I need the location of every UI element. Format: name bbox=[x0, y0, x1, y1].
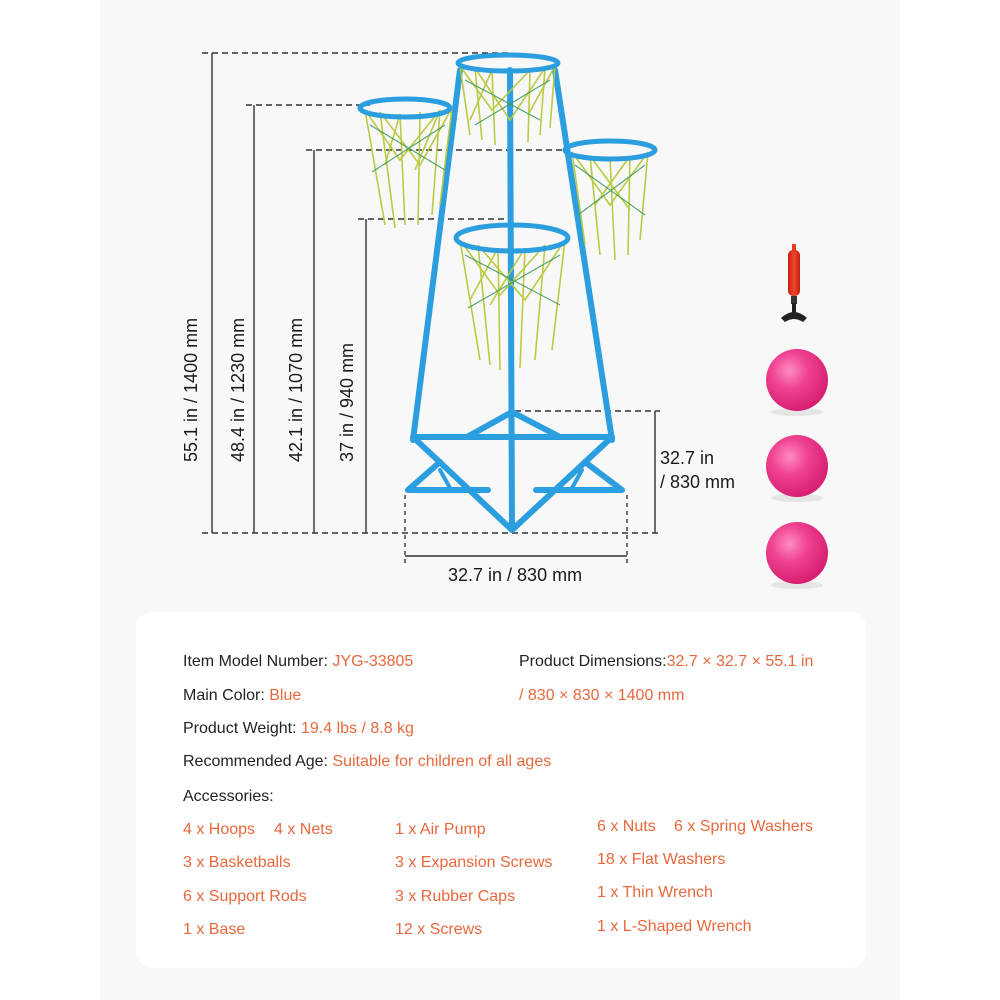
accessory-item: 3 x Rubber Caps bbox=[395, 888, 516, 905]
height-label-hoop-2: 48.4 in / 1230 mm bbox=[228, 317, 248, 462]
ball-icon bbox=[766, 435, 828, 497]
dimensions-line1: 32.7 × 32.7 × 55.1 in bbox=[666, 653, 814, 670]
accessory-item: 3 x Expansion Screws bbox=[395, 854, 553, 871]
accessory-item: 4 x Nets bbox=[274, 821, 333, 838]
accessory-item: 1 x Base bbox=[183, 921, 246, 938]
spec-model: Item Model Number: JYG-33805 bbox=[183, 653, 414, 670]
accessory-item: 12 x Screws bbox=[395, 921, 483, 938]
ball-icon bbox=[766, 522, 828, 584]
main-color: Blue bbox=[269, 687, 302, 704]
accessory-item: 6 x Spring Washers bbox=[674, 818, 814, 835]
product-weight: 19.4 lbs / 8.8 kg bbox=[300, 720, 414, 737]
spec-dimensions-line2: / 830 × 830 × 1400 mm bbox=[519, 687, 685, 704]
accessory-item: 1 x Air Pump bbox=[395, 821, 486, 838]
accessory-item: 1 x Thin Wrench bbox=[597, 884, 713, 901]
accessory-item: 6 x Nuts bbox=[597, 818, 656, 835]
recommended-age: Suitable for children of all ages bbox=[332, 753, 552, 770]
spec-color: Main Color: Blue bbox=[183, 687, 302, 704]
model-number: JYG-33805 bbox=[332, 653, 414, 670]
accessory-item: 4 x Hoops bbox=[183, 821, 256, 838]
accessory-item: 1 x L-Shaped Wrench bbox=[597, 918, 752, 935]
accessories-heading: Accessories: bbox=[183, 788, 274, 805]
ball-icon bbox=[766, 349, 828, 411]
spec-dimensions: Product Dimensions:32.7 × 32.7 × 55.1 in bbox=[519, 653, 814, 670]
base-width-label: 32.7 in / 830 mm bbox=[448, 565, 583, 585]
accessory-item: 18 x Flat Washers bbox=[597, 851, 726, 868]
height-label-hoop-4: 37 in / 940 mm bbox=[337, 342, 357, 462]
height-label-overall: 55.1 in / 1400 mm bbox=[181, 317, 201, 462]
height-label-hoop-3: 42.1 in / 1070 mm bbox=[286, 317, 306, 462]
accessory-item: 6 x Support Rods bbox=[183, 888, 307, 905]
air-pump-icon bbox=[781, 244, 807, 322]
base-depth-label-line2: / 830 mm bbox=[660, 472, 736, 492]
accessory-item: 3 x Basketballs bbox=[183, 854, 291, 871]
base-depth-label-line1: 32.7 in bbox=[660, 448, 715, 468]
spec-age: Recommended Age: Suitable for children of all ages bbox=[183, 753, 552, 770]
spec-weight: Product Weight: 19.4 lbs / 8.8 kg bbox=[183, 720, 414, 737]
